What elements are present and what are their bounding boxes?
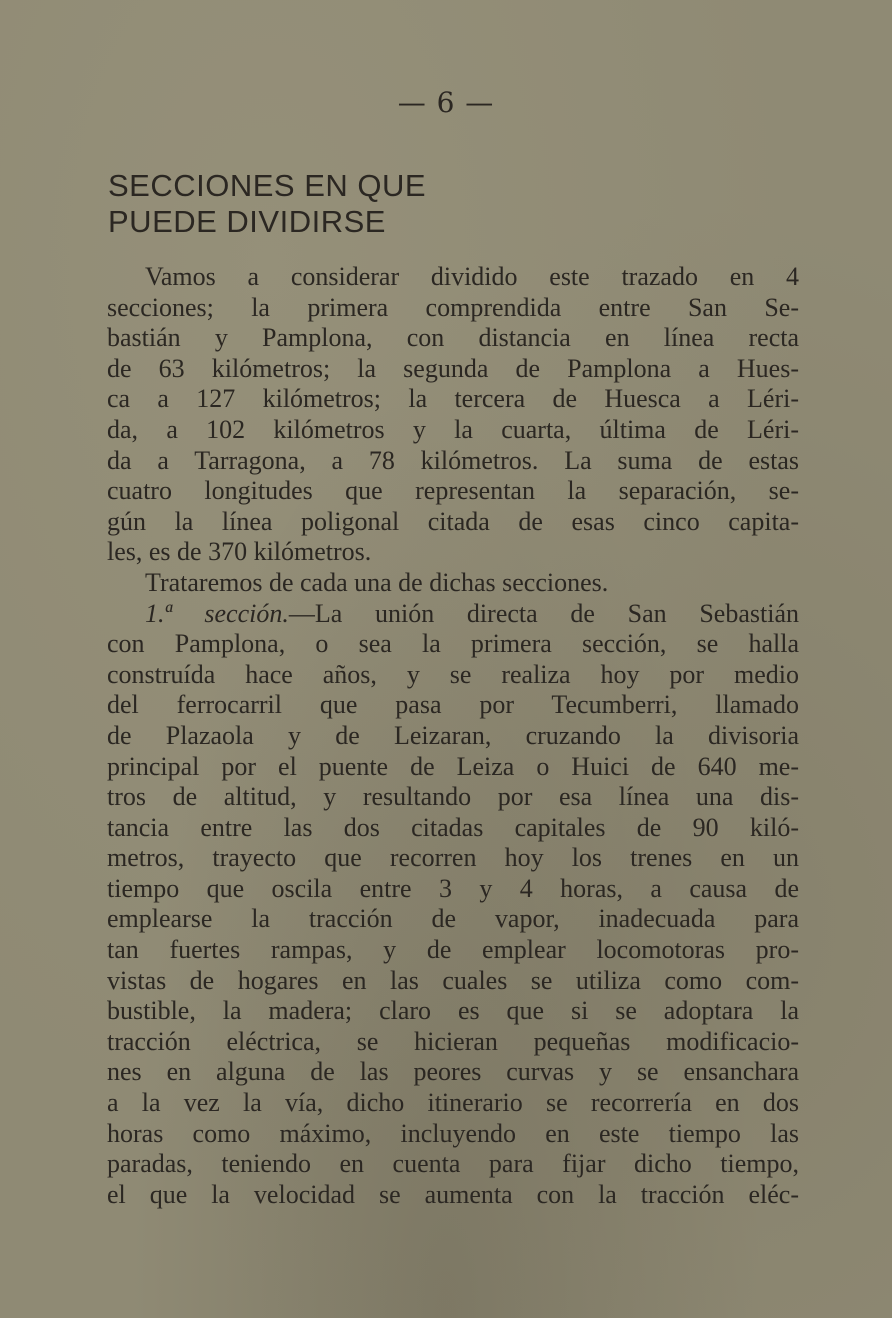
text-line: tracción eléctrica, se hicieran pequeñas modificacio- [107, 1026, 799, 1056]
text-line: del ferrocarril que pasa por Tecumberri, llamado [107, 690, 799, 720]
heading-line-2: PUEDE DIVIDIRSE [108, 204, 386, 239]
text-line: construída hace años, y se realiza hoy por medio [107, 659, 799, 689]
text-line: tros de altitud, y resultando por esa línea una dis- [107, 782, 799, 812]
text-line: da a Tarragona, a 78 kilómetros. La suma de estas [107, 445, 799, 475]
text-line: nes en alguna de las peores curvas y se ensanchara [107, 1057, 799, 1087]
text-line: Trataremos de cada una de dichas secciones. [145, 567, 609, 597]
text-line: tancia entre las dos citadas capitales de 90 kiló- [107, 812, 799, 842]
text-line: da, a 102 kilómetros y la cuarta, última de Léri- [107, 414, 799, 444]
text-line: a la vez la vía, dicho itinerario se recorrería en dos [107, 1088, 799, 1118]
text-line: gún la línea poligonal citada de esas cinco capita- [107, 506, 799, 536]
text-line: paradas, teniendo en cuenta para fijar dicho tiempo, [107, 1149, 799, 1179]
page-number: — 6 — [397, 86, 495, 119]
text-line: emplearse la tracción de vapor, inadecuada para [107, 904, 799, 934]
text-line: de 63 kilómetros; la segunda de Pamplona a Hues- [107, 353, 799, 383]
text-line: principal por el puente de Leiza o Huici de 640 me- [107, 751, 799, 781]
text-line: tiempo que oscila entre 3 y 4 horas, a causa de [107, 873, 799, 903]
heading-line-1: SECCIONES EN QUE [108, 168, 427, 203]
text-line: Vamos a considerar dividido este trazado en 4 [145, 262, 799, 291]
text-line: cuatro longitudes que representan la separación, se- [107, 476, 799, 506]
text-line: metros, trayecto que recorren hoy los trenes en un [107, 843, 799, 873]
text-line: tan fuertes rampas, y de emplear locomotoras pro- [107, 935, 799, 965]
text-line: secciones; la primera comprendida entre San Se- [107, 292, 799, 322]
text-line-remainder: —La unión directa de San Sebastián [288, 598, 799, 628]
section-label: 1.ª sección. [145, 598, 289, 628]
text-line: horas como máximo, incluyendo en este tiempo las [107, 1118, 799, 1148]
text-line: con Pamplona, o sea la primera sección, se halla [107, 629, 799, 659]
text-line: bustible, la madera; claro es que si se adoptara la [107, 996, 799, 1026]
body-text [107, 262, 799, 1210]
section-heading [108, 168, 708, 240]
text-line-with-section-label [107, 599, 799, 630]
text-line: el que la velocidad se aumenta con la tracción eléc- [107, 1179, 799, 1209]
text-line: de Plazaola y de Leizaran, cruzando la divisoria [107, 720, 799, 750]
text-line: ca a 127 kilómetros; la tercera de Huesca a Léri- [107, 384, 799, 414]
text-line: bastián y Pamplona, con distancia en línea recta [107, 323, 799, 353]
text-line: les, es de 370 kilómetros. [107, 537, 372, 567]
text-line: vistas de hogares en las cuales se utiliza como com- [107, 965, 799, 995]
